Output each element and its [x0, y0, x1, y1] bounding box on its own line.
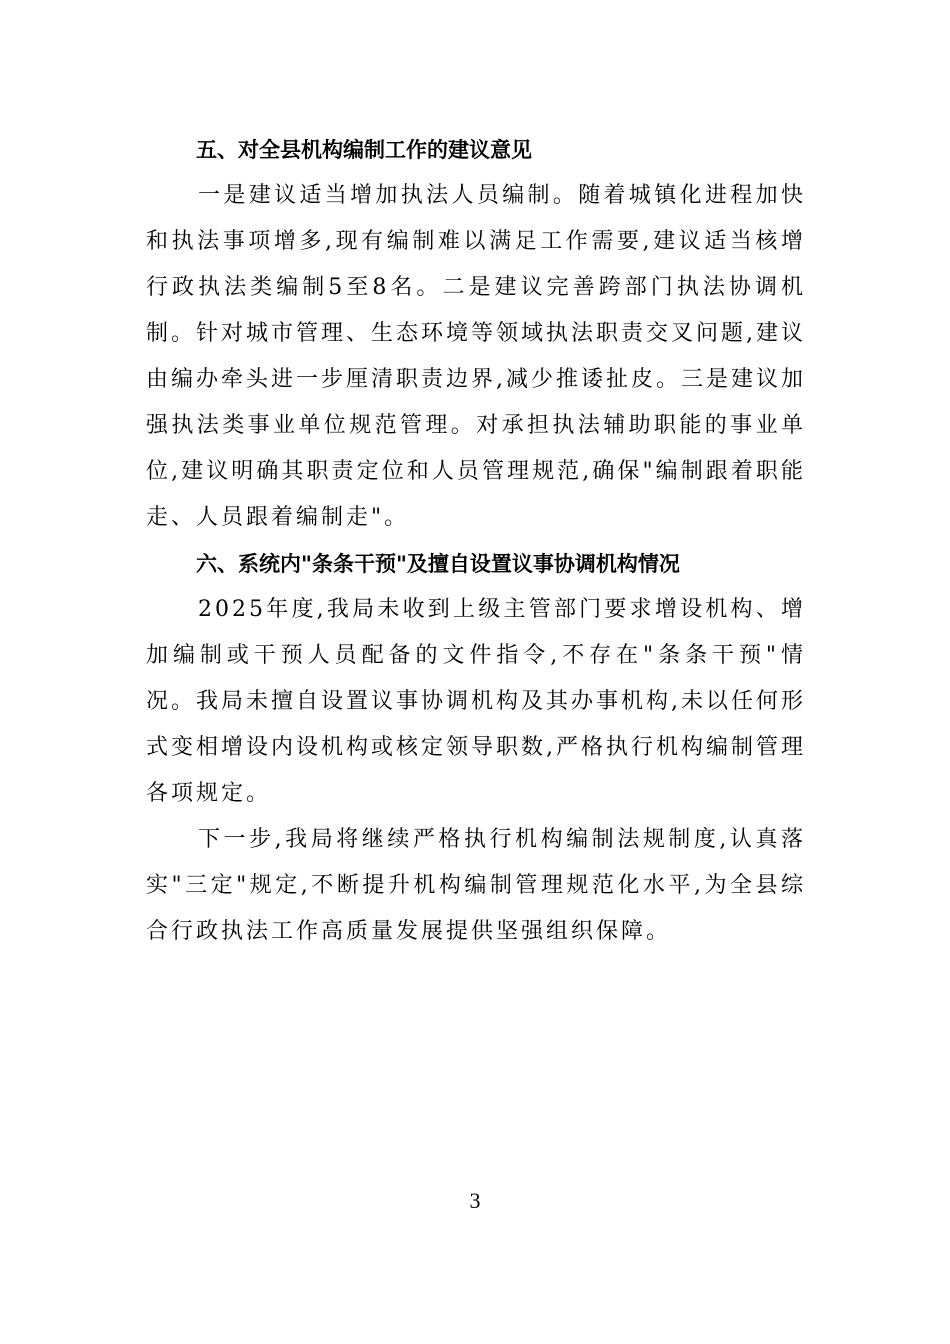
- page-number: 3: [469, 1188, 481, 1213]
- paragraph-interference: 2025年度,我局未收到上级主管部门要求增设机构、增加编制或干预人员配备的文件指令,不存在"条条干预"情况。我局未擅自设置议事协调机构及其办事机构,未以任何形式变相增设内设机构或核定领导职数,严格执行机构编制管理各项规定。: [146, 597, 806, 806]
- section-heading-5: 五、对全县机构编制工作的建议意见: [196, 138, 532, 162]
- document-body: [146, 127, 806, 955]
- paragraph-next-steps: 下一步,我局将继续严格执行机构编制法规制度,认真落实"三定"规定,不断提升机构编制管理规范化水平,为全县综合行政执法工作高质量发展提供坚强组织保障。: [146, 827, 806, 944]
- section-heading-6: 六、系统内"条条干预"及擅自设置议事协调机构情况: [196, 552, 680, 576]
- paragraph-suggestions: 一是建议适当增加执法人员编制。随着城镇化进程加快和执法事项增多,现有编制难以满足工作需要,建议适当核增行政执法类编制5至8名。二是建议完善跨部门执法协调机制。针对城市管理、生态环境等领域执法职责交叉问题,建议由编办牵头进一步厘清职责边界,减少推诿扯皮。三是建议加强执法类事业单位规范管理。对承担执法辅助职能的事业单位,建议明确其职责定位和人员管理规范,确保"编制跟着职能走、人员跟着编制走"。: [146, 183, 806, 530]
